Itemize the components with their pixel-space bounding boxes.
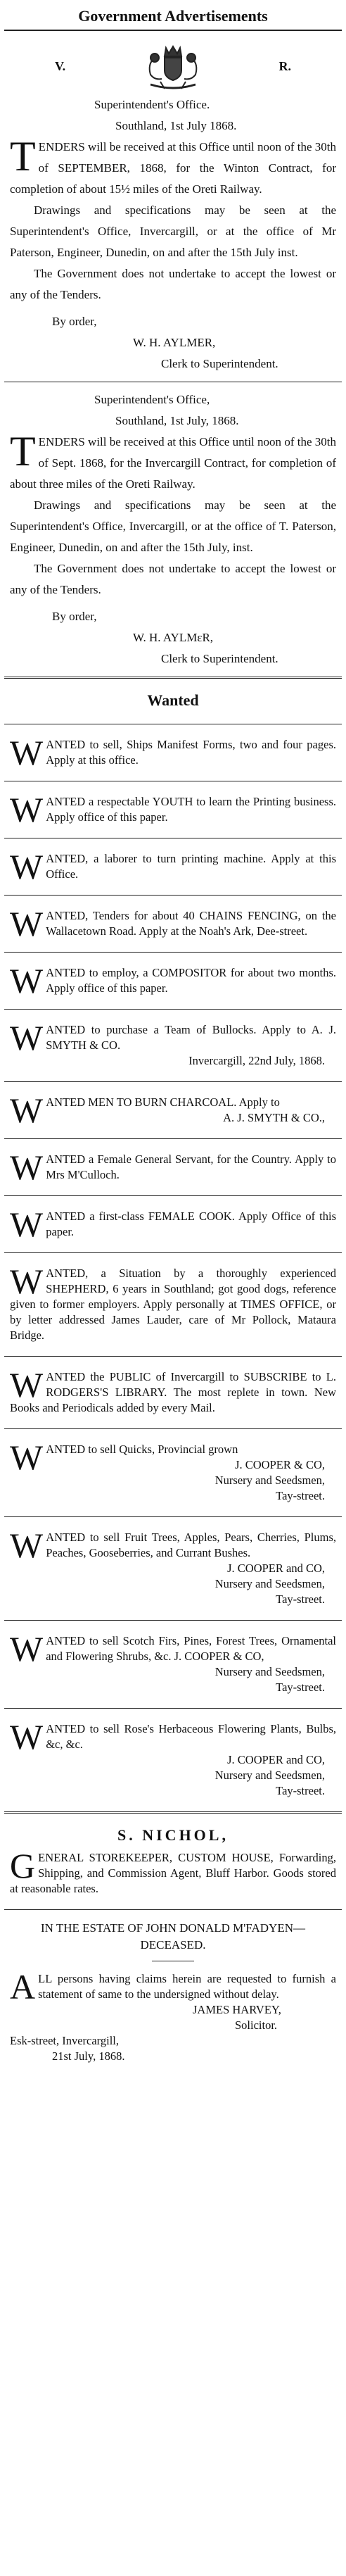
royal-coat-of-arms-icon bbox=[143, 38, 203, 94]
wanted-ad bbox=[4, 1524, 342, 1613]
drop-cap: W bbox=[10, 1526, 44, 1565]
ad-text: ANTED MEN TO BURN CHARCOAL. Apply to bbox=[46, 1095, 280, 1109]
drop-cap: W bbox=[10, 1148, 44, 1187]
royal-crest-row bbox=[4, 38, 342, 94]
drop-cap: W bbox=[10, 1365, 44, 1405]
by-order: By order, bbox=[52, 610, 97, 623]
wanted-ad bbox=[4, 846, 342, 888]
notice-paragraph: Drawings and specifications may be seen at the Superintendent's Office, Invercargill, or at the office of T. Paterson, Engineer, Dunedin, on and after the 15th July, inst. bbox=[10, 498, 336, 554]
ad-text: ANTED to sell Rose's Herbaceous Flowering Plants, Bulbs, &c, &c. bbox=[46, 1722, 336, 1751]
ad-signature: Nursery and Seedsmen, bbox=[214, 1474, 325, 1487]
notice-paragraph: TENDERS will be received at this Office until noon of the 30th of SEPTEMBER, 1868, for the Winton Contract, for completion of about 15½ miles of the Oreti Railway. bbox=[10, 133, 336, 196]
drop-cap: W bbox=[10, 1205, 44, 1244]
drop-cap: T bbox=[10, 133, 36, 180]
ad-signature: Tay-street. bbox=[276, 1489, 325, 1502]
signer-title: Solicitor. bbox=[235, 2018, 278, 2032]
drop-cap: W bbox=[10, 1018, 44, 1057]
ad-signature: Nursery and Seedsmen, bbox=[214, 1577, 325, 1590]
by-order: By order, bbox=[52, 315, 97, 328]
ad-text: ANTED, a laborer to turn printing machine. Apply at this Office. bbox=[46, 852, 336, 881]
ad-text: ANTED the PUBLIC of Invercargill to SUBSCRIBE to L. RODGERS'S LIBRARY. The most replete in town. New Books and Periodicals added by every Mail. bbox=[10, 1370, 336, 1414]
drop-cap: W bbox=[10, 733, 44, 772]
ad-text: ANTED, a Situation by a thoroughly experienced SHEPHERD, 6 years in Southland; got good dogs, reference given to former employers. Apply personally at TIMES OFFICE, or by letter addressed James Lauder, care of Mr Pollock, Mataura Bridge. bbox=[10, 1267, 336, 1342]
ad-text: ANTED a first-class FEMALE COOK. Apply Office of this paper. bbox=[46, 1210, 336, 1238]
divider bbox=[4, 1356, 342, 1357]
notice-paragraph: The Government does not undertake to accept the lowest or any of the Tenders. bbox=[10, 562, 336, 596]
signer: JAMES HARVEY, bbox=[193, 2003, 281, 2016]
wanted-ad bbox=[4, 1260, 342, 1349]
location: Esk-street, Invercargill, bbox=[10, 2034, 120, 2047]
vr-right: R. bbox=[278, 59, 291, 73]
divider bbox=[4, 1195, 342, 1196]
divider bbox=[4, 952, 342, 953]
signer-title: Clerk to Superintendent. bbox=[161, 652, 278, 665]
ad-text: ANTED to sell, Ships Manifest Forms, two and four pages. Apply at this office. bbox=[46, 738, 336, 767]
drop-cap: W bbox=[10, 1262, 44, 1301]
nichol-ad bbox=[4, 1845, 342, 1902]
wanted-ad bbox=[4, 1436, 342, 1509]
ad-text: ANTED to sell Quicks, Provincial grown bbox=[46, 1443, 238, 1456]
signer-title: Clerk to Superintendent. bbox=[161, 357, 278, 370]
ad-text: ANTED to purchase a Team of Bullocks. Apply to A. J. SMYTH & CO. bbox=[46, 1023, 336, 1052]
ad-text: ANTED to sell Scotch Firs, Pines, Forest Trees, Ornamental and Flowering Shrubs, &c. J. COOPER & CO, bbox=[46, 1634, 336, 1663]
wanted-heading: Wanted bbox=[147, 691, 199, 709]
notice-office: Superintendent's Office, bbox=[94, 393, 210, 406]
ad-signature: Invercargill, 22nd July, 1868. bbox=[188, 1054, 325, 1067]
drop-cap: W bbox=[10, 1717, 44, 1757]
ad-signature: Tay-street. bbox=[276, 1680, 325, 1694]
wanted-ad bbox=[4, 1203, 342, 1245]
ad-signature: A. J. SMYTH & CO., bbox=[223, 1111, 325, 1124]
notice-paragraph: The Government does not undertake to accept the lowest or any of the Tenders. bbox=[10, 267, 336, 301]
notice-paragraph: TENDERS will be received at this Office until noon of the 30th of Sept. 1868, for the Invercargill Contract, for completion of about three miles of the Oreti Railway. bbox=[10, 428, 336, 491]
notice-paragraph: Drawings and specifications may be seen at the Superintendent's Office, Invercargill, or at the office of Mr Paterson, Engineer, Dunedin, on and after the 15th July inst. bbox=[10, 203, 336, 259]
wanted-ad bbox=[4, 903, 342, 945]
advertiser-name: S. NICHOL, bbox=[117, 1826, 229, 1844]
divider bbox=[4, 1081, 342, 1082]
drop-cap: W bbox=[10, 847, 44, 886]
drop-cap: W bbox=[10, 904, 44, 943]
estate-heading: IN THE ESTATE OF JOHN DONALD M'FADYEN—DECEASED. bbox=[40, 1921, 305, 1952]
divider bbox=[4, 1708, 342, 1709]
ad-signature: J. COOPER and CO, bbox=[227, 1562, 325, 1575]
notice-date: Southland, 1st July 1868. bbox=[115, 119, 237, 132]
wanted-ad bbox=[4, 731, 342, 774]
divider bbox=[4, 1811, 342, 1814]
date: 21st July, 1868. bbox=[52, 2049, 125, 2063]
divider bbox=[4, 677, 342, 679]
divider bbox=[4, 895, 342, 896]
ad-signature: Tay-street. bbox=[276, 1784, 325, 1797]
wanted-ad bbox=[4, 788, 342, 831]
wanted-ad bbox=[4, 1364, 342, 1421]
notice-date: Southland, 1st July, 1868. bbox=[115, 414, 239, 427]
divider bbox=[4, 1516, 342, 1517]
newspaper-page bbox=[4, 0, 342, 2070]
tender-notice-invercargill bbox=[4, 389, 342, 670]
drop-cap: W bbox=[10, 1629, 44, 1669]
divider bbox=[4, 1909, 342, 1910]
ad-text: LL persons having claims herein are requested to furnish a statement of same to the undersigned without delay. bbox=[38, 1972, 336, 2001]
tender-notice-winton bbox=[4, 94, 342, 375]
vr-left: V. bbox=[55, 59, 66, 73]
ad-text: ANTED to sell Fruit Trees, Apples, Pears, Cherries, Plums, Peaches, Gooseberries, and Currant Bushes. bbox=[46, 1531, 336, 1559]
signer: W. H. AYLMɛR, bbox=[133, 631, 214, 644]
ad-signature: Nursery and Seedsmen, bbox=[214, 1665, 325, 1678]
divider bbox=[4, 1009, 342, 1010]
wanted-ad bbox=[4, 960, 342, 1002]
divider bbox=[4, 1138, 342, 1139]
wanted-ad bbox=[4, 1146, 342, 1188]
ad-text: ANTED to employ, a COMPOSITOR for about two months. Apply office of this paper. bbox=[46, 966, 336, 995]
ad-signature: Nursery and Seedsmen, bbox=[214, 1768, 325, 1782]
wanted-ad bbox=[4, 1089, 342, 1131]
notice-office: Superintendent's Office. bbox=[94, 98, 210, 111]
wanted-ads-list bbox=[4, 731, 342, 1804]
estate-notice bbox=[4, 1966, 342, 2070]
ad-text: ANTED a respectable YOUTH to learn the Printing business. Apply office of this paper. bbox=[46, 795, 336, 824]
divider bbox=[4, 1620, 342, 1621]
drop-cap: T bbox=[10, 428, 36, 475]
drop-cap: A bbox=[10, 1967, 36, 2006]
drop-cap: W bbox=[10, 1091, 44, 1130]
divider bbox=[4, 1428, 342, 1429]
ad-signature: J. COOPER & CO, bbox=[235, 1458, 325, 1471]
ad-text: ANTED, Tenders for about 40 CHAINS FENCING, on the Wallacetown Road. Apply at the Noah's Ark, Dee-street. bbox=[46, 909, 336, 938]
ad-signature: Tay-street. bbox=[276, 1592, 325, 1606]
drop-cap: W bbox=[10, 1438, 44, 1477]
ad-signature: J. COOPER and CO, bbox=[227, 1753, 325, 1766]
ad-text: ENERAL STOREKEEPER, CUSTOM HOUSE, Forwarding, Shipping, and Commission Agent, Bluff Harbor. Goods stored at reasonable rates. bbox=[10, 1851, 336, 1895]
wanted-ad bbox=[4, 1017, 342, 1074]
drop-cap: W bbox=[10, 961, 44, 1000]
signer: W. H. AYLMER, bbox=[133, 336, 216, 349]
wanted-ad bbox=[4, 1716, 342, 1804]
ad-text: ANTED a Female General Servant, for the Country. Apply to Mrs M'Culloch. bbox=[46, 1152, 336, 1181]
section-title: Government Advertisements bbox=[4, 4, 342, 31]
divider bbox=[4, 1252, 342, 1253]
drop-cap: W bbox=[10, 790, 44, 829]
wanted-ad bbox=[4, 1628, 342, 1701]
drop-cap: G bbox=[10, 1846, 36, 1885]
